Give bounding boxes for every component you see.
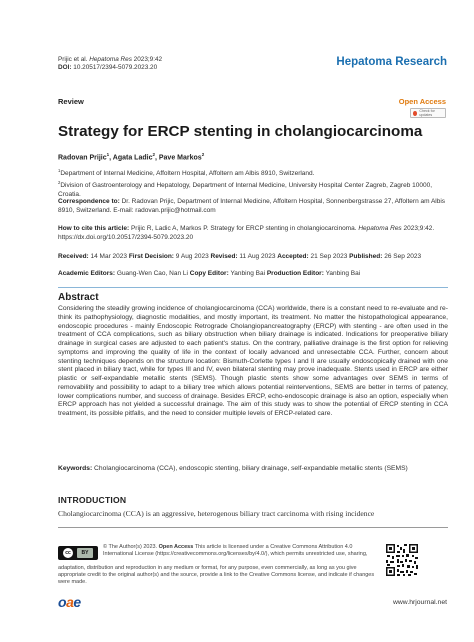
author-name[interactable]: , Agata Ladic [109,154,153,162]
affiliations [58,167,448,199]
keywords: Keywords: Cholangiocarcinoma (CCA), endoscopic stenting, biliary drainage, self-expandable metallic stents (SEMS) [58,465,408,472]
affiliation-2: $^2$Division of Gastroenterology and Hepatology, Department of Internal Medicine, University Hospital Center Zagreb, Zagreb 10000, Croatia. [58,179,432,198]
introduction-heading: INTRODUCTION [58,495,127,505]
correspondence: Correspondence to: Dr. Radovan Prijic, Department of Internal Medicine, Affoltern Hospital, Sonnenbergstrasse 27, Affoltern am Albis 8910, Switzerland. E-mail: radovan.prijic@hotmail.com [58,198,446,214]
author-affil-sup: 2 [201,152,205,157]
open-access-label: Open Access [398,97,446,106]
check-updates-label: Check for updates [419,109,435,117]
affiliation-1: $^1$Department of Internal Medicine, Affoltern Hospital, Affoltern am Albis 8910, Switzerland. [58,168,315,178]
qr-code-icon[interactable] [385,543,419,577]
footer-divider [58,527,448,528]
article-type: Review [58,97,84,106]
doi-line: DOI: 10.20517/2394-5079.2023.20 [58,64,158,71]
license-text: © The Author(s) 2023. Open Access This article is licensed under a Creative Commons Attribution 4.0 International License (https://creativecommons.org/licenses/by/4.0/), which permits unrestricted use, sharing, [103,544,368,558]
journal-name: Hepatoma Research [336,56,447,68]
check-for-updates-button[interactable] [410,108,446,118]
author-name[interactable]: Radovan Prijic [58,154,107,162]
by-icon: BY [77,548,93,558]
article-title: Strategy for ERCP stenting in cholangiocarcinoma [58,123,423,140]
how-to-cite: How to cite this article: Prijic R, Ladic A, Markos P. Strategy for ERCP stenting in cholangiocarcinoma. Hepatoma Res 2023;9:42. https://dx.doi.org/10.20517/2394-5079.2023.20 [58,225,435,241]
abstract-body: Considering the steadily growing incidence of cholangiocarcinoma (CCA) worldwide, there is a constant need to re-evaluate and re-think its pathophysiology, diagnostic modalities, and mostly important, its treatment. No matter the histopathological appearance, endoscopic procedures - mainly Endoscopic Retrograde Cholangiopancreatography (ERCP) with stenting - are often used in the treatment of CCA complications, such as biliary obstruction when biliary drainage is indicated. Indications for preoperative biliary drainage in surgical cases are adjusted to each patient's status. On the contrary, palliative drainage is the first option for relieving symptoms and improving the quality of life in the context of locally advanced and unresectable CCA. Further, concern about stenting techniques depends on the structure location: Bismuth-Corlette types I and II are usually endoscopically drained with one stent placed in biliary tract, while for types III and IV, even bilateral stenting may prove inadequate. Stents used in ERCP are either plastic or self-expandable metallic stents (SEMS). Though plastic stents show some advantages over SEMS in terms of removability and possibility to adapt to a biliary tree which allows potential reinterventions, SEMS are better in terms of patency, lower complications number, and success of drainage. Besides ERCP, echo-endoscopic drainage is also an option, especially when ERCP approach has not yielded a successful drainage. The aim of this study was to show the potential of ERCP stenting in CCA treatment, its possible pitfalls, and the need to consider multiple levels of ERCP-related care. [58,305,448,417]
cc-by-badge[interactable] [58,546,98,560]
abstract-divider [58,287,448,288]
citation-line: Prijic et al. Hepatoma Res 2023;9:42 [58,56,163,63]
update-icon [413,111,417,116]
license-text-continued: adaptation, distribution and reproduction in any medium or format, for any purpose, even commercially, as long as you give appropriate credit to the original author(s) and the source, provide a link to the Creative Commons license, and indicate if changes were made. [58,565,375,586]
citation-header [58,56,162,72]
author-affil-sup: 2 [152,152,155,157]
author-affil-sup: 1 [106,152,110,157]
author-list [58,152,204,161]
editors: Academic Editors: Guang-Wen Cao, Nan Li Copy Editor: Yanbing Bai Production Editor: Yanbing Bai [58,270,361,277]
abstract-heading: Abstract [58,292,99,303]
journal-website-link[interactable]: www.hrjournal.net [392,599,447,606]
article-dates: Received: 14 Mar 2023 First Decision: 9 Aug 2023 Revised: 11 Aug 2023 Accepted: 21 Sep 2023 Published: 26 Sep 2023 [58,253,422,260]
cc-icon: cc [63,548,73,558]
oae-publisher-logo[interactable]: oae [58,594,81,610]
author-name[interactable]: , Pave Markos [154,154,202,162]
introduction-text: Cholangiocarcinoma (CCA) is an aggressive, heterogenous biliary tract carcinoma with rising incidence [58,509,375,518]
